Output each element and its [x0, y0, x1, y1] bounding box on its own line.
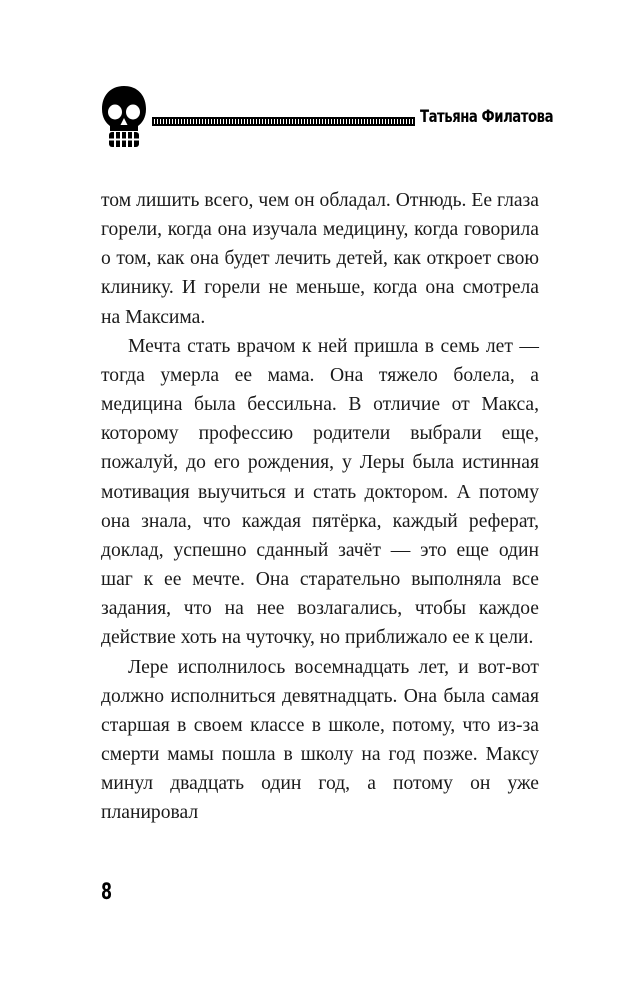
paragraph: Мечта стать врачом к ней пришла в семь лет — тогда умерла ее мама. Она тяжело болела, а медицина была бессильна. В отличие от Макса, которому профессию родители выбрали еще, пожалуй, до его рождения, у Леры была истинная мотивация выучиться и стать доктором. А потому она знала, что каждая пятёрка, каждый реферат, доклад, успешно сданный зачёт — это еще один шаг к ее мечте. Она старательно выполняла все задания, что на нее возлагались, чтобы каждое действие хоть на чуточку, но приближало ее к цели.	[101, 335, 539, 649]
page-number: 8	[101, 880, 113, 905]
paragraph: Лере исполнилось восемнадцать лет, и вот-вот должно исполниться девятнадцать. Она была самая старшая в своем классе в школе, потому, что из-за смерти мамы пошла в школу на год позже. Максу минул двадцать один год, а потому он уже планировал	[101, 656, 539, 824]
header-rule	[152, 117, 415, 126]
body-text	[101, 186, 539, 827]
running-header	[0, 0, 619, 160]
skull-icon	[101, 85, 147, 149]
author-name: Татьяна Филатова	[420, 107, 554, 127]
paragraph: том лишить всего, чем он обладал. Отнюдь. Ее глаза горели, когда она изучала медицину, когда говорила о том, как она будет лечить детей, как откроет свою клинику. И горели не меньше, когда она смотрела на Максима.	[101, 190, 539, 328]
